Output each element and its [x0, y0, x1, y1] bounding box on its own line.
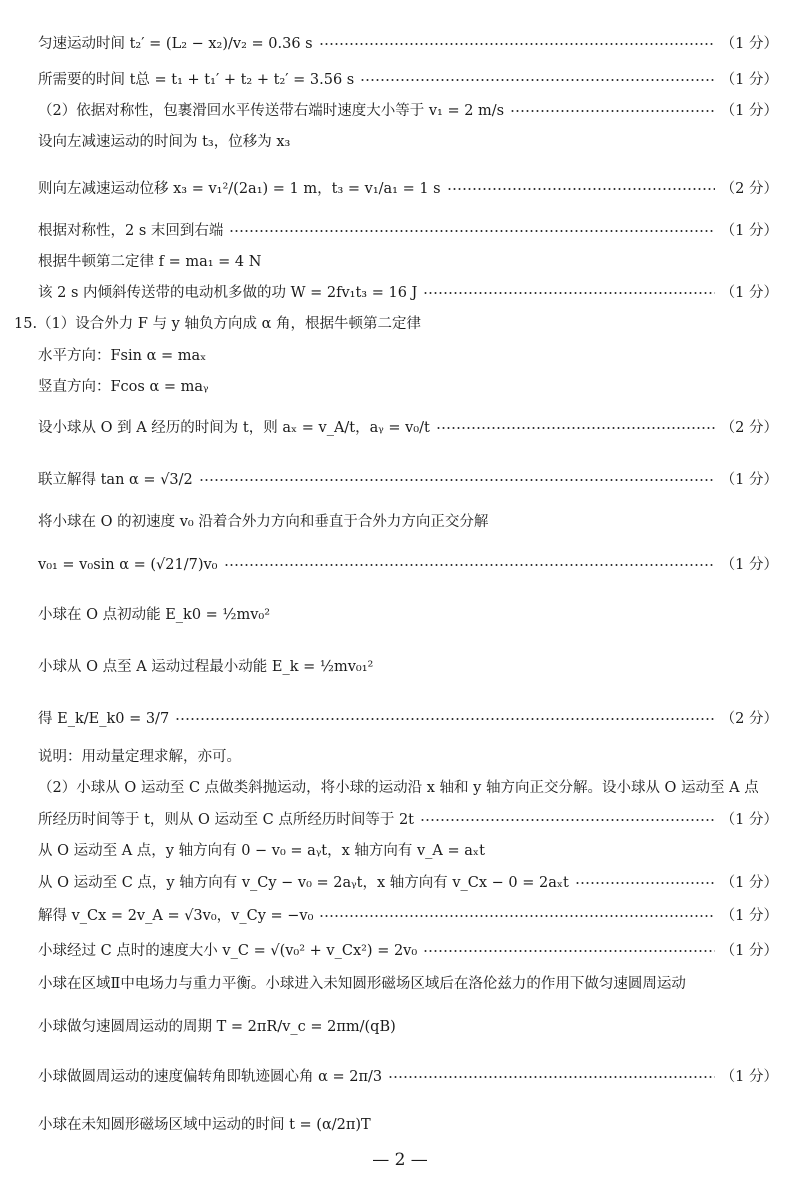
solution-line: 小球在区域Ⅱ中电场力与重力平衡。小球进入未知圆形磁场区域后在洛伦兹力的作用下做匀速圆周运动: [38, 976, 686, 992]
solution-line: 设向左减速运动的时间为 t₃，位移为 x₃: [38, 134, 291, 150]
dotted-leader: [423, 292, 714, 294]
dotted-leader: [224, 564, 715, 566]
dotted-leader: [229, 230, 714, 232]
dotted-leader: [420, 819, 715, 821]
solution-line: 小球在 O 点初动能 E_k0 = ½mv₀²: [38, 607, 271, 623]
solution-line: 联立解得 tan α = √3/2 （1 分）: [38, 472, 778, 488]
solution-line: 小球在未知圆形磁场区域中运动的时间 t = (α/2π)T: [38, 1117, 371, 1133]
dotted-leader: [436, 427, 715, 429]
dotted-leader: [175, 718, 714, 720]
solution-line: 竖直方向：Fcos α = maᵧ: [38, 379, 209, 395]
score-label: （1 分）: [720, 812, 778, 828]
solution-note: 说明：用动量定理求解，亦可。: [38, 749, 241, 765]
dotted-leader: [360, 79, 714, 81]
score-label: （2 分）: [720, 711, 778, 727]
dotted-leader: [319, 915, 714, 917]
score-label: （1 分）: [720, 557, 778, 573]
dotted-leader: [388, 1076, 715, 1078]
solution-line: 所需要的时间 t总 = t₁ + t₁′ + t₂ + t₂′ = 3.56 s （1 分）: [38, 72, 778, 88]
dotted-leader: [423, 950, 714, 952]
solution-line: （2）小球从 O 运动至 C 点做类斜抛运动，将小球的运动沿 x 轴和 y 轴方向正交分解。设小球从 O 运动至 A 点: [38, 780, 759, 796]
solution-line: 得 E_k/E_k0 = 3/7 （2 分）: [38, 711, 778, 727]
page-number: — 2 —: [372, 1150, 428, 1170]
solution-line: 小球从 O 点至 A 运动过程最小动能 E_k = ½mv₀₁²: [38, 659, 374, 675]
score-label: （1 分）: [720, 72, 778, 88]
solution-line: 小球做圆周运动的速度偏转角即轨迹圆心角 α = 2π/3 （1 分）: [38, 1069, 778, 1085]
dotted-leader: [319, 43, 715, 45]
solution-line: 所经历时间等于 t，则从 O 运动至 C 点所经历时间等于 2t （1 分）: [38, 812, 778, 828]
solution-line: 将小球在 O 的初速度 v₀ 沿着合外力方向和垂直于合外力方向正交分解: [38, 514, 489, 530]
solution-line: （2）依据对称性，包裹滑回水平传送带右端时速度大小等于 v₁ = 2 m/s （1 分）: [38, 103, 778, 119]
score-label: （1 分）: [720, 908, 778, 924]
solution-line: 设小球从 O 到 A 经历的时间为 t，则 aₓ = v_A/t，aᵧ = v₀/t （2 分）: [38, 420, 778, 436]
score-label: （1 分）: [720, 1069, 778, 1085]
solution-line: 小球做匀速圆周运动的周期 T = 2πR/v_c = 2πm/(qB): [38, 1019, 396, 1035]
score-label: （1 分）: [720, 472, 778, 488]
solution-line: 根据牛顿第二定律 f = ma₁ = 4 N: [38, 254, 262, 270]
solution-line: 从 O 运动至 A 点，y 轴方向有 0 − v₀ = aᵧt，x 轴方向有 v_A = aₓt: [38, 843, 485, 859]
solution-line: 则向左减速运动位移 x₃ = v₁²/(2a₁) = 1 m，t₃ = v₁/a₁ = 1 s （2 分）: [38, 181, 778, 197]
dotted-leader: [510, 110, 715, 112]
dotted-leader: [575, 882, 715, 884]
solution-line: 匀速运动时间 t₂′ = (L₂ − x₂)/v₂ = 0.36 s （1 分）: [38, 36, 778, 52]
score-label: （1 分）: [720, 875, 778, 891]
solution-line: 水平方向：Fsin α = maₓ: [38, 348, 207, 364]
solution-line: 根据对称性，2 s 末回到右端 （1 分）: [38, 223, 778, 239]
solution-line: 小球经过 C 点时的速度大小 v_C = √(v₀² + v_Cx²) = 2v₀ （1 分）: [38, 943, 778, 959]
score-label: （1 分）: [720, 943, 778, 959]
solution-line: 从 O 运动至 C 点，y 轴方向有 v_Cy − v₀ = 2aᵧt，x 轴方向有 v_Cx − 0 = 2aₓt （1 分）: [38, 875, 778, 891]
question-heading: 15.（1）设合外力 F 与 y 轴负方向成 α 角，根据牛顿第二定律: [14, 316, 421, 332]
score-label: （1 分）: [720, 36, 778, 52]
solution-line: v₀₁ = v₀sin α = (√21/7)v₀ （1 分）: [38, 557, 778, 573]
score-label: （1 分）: [720, 103, 778, 119]
dotted-leader: [199, 479, 715, 481]
score-label: （2 分）: [720, 181, 778, 197]
solution-line: 解得 v_Cx = 2v_A = √3v₀，v_Cy = −v₀ （1 分）: [38, 908, 778, 924]
solution-line: 该 2 s 内倾斜传送带的电动机多做的功 W = 2fv₁t₃ = 16 J （1 分）: [38, 285, 778, 301]
score-label: （1 分）: [720, 223, 778, 239]
dotted-leader: [447, 188, 715, 190]
score-label: （1 分）: [720, 285, 778, 301]
score-label: （2 分）: [720, 420, 778, 436]
